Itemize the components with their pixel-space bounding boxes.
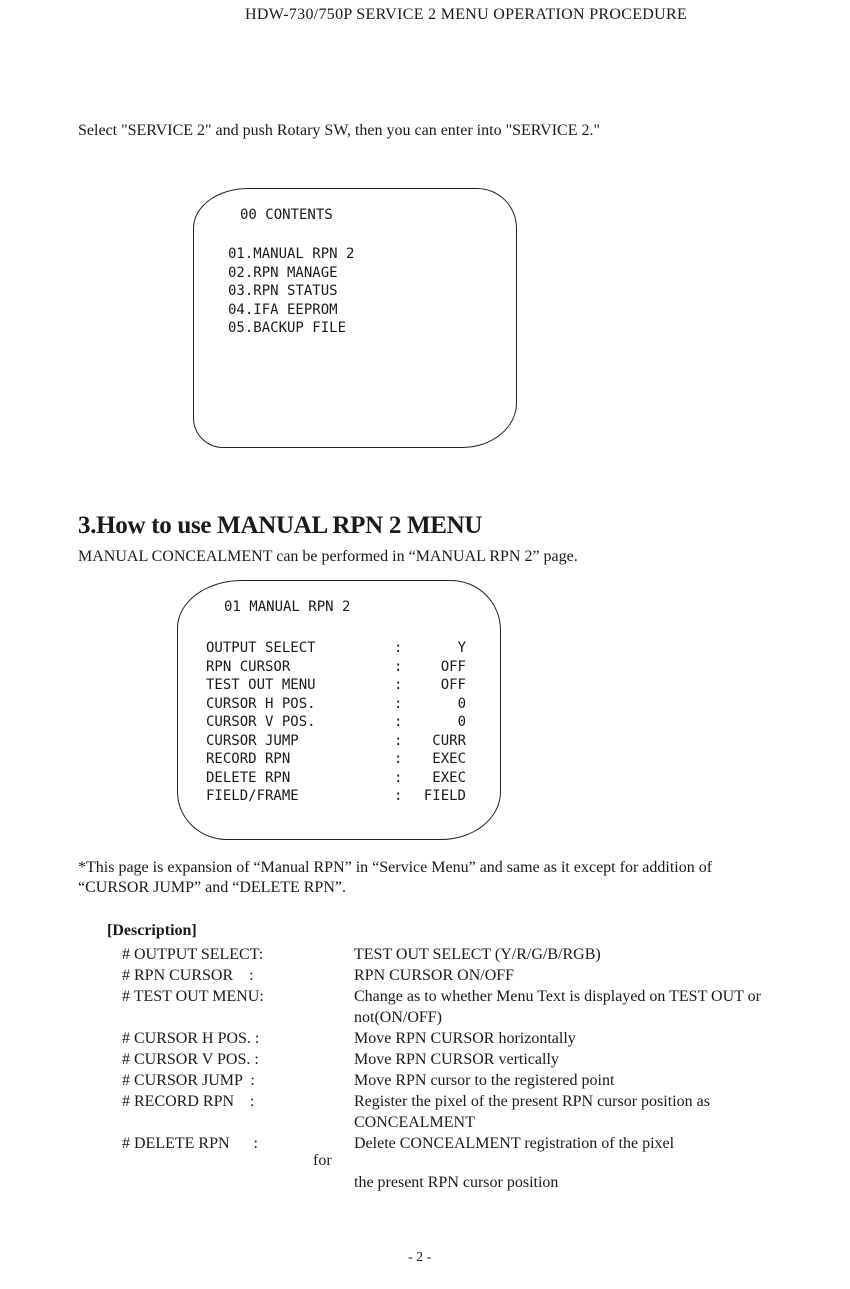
description-definition: Move RPN CURSOR horizontally	[354, 1030, 576, 1047]
menu-row-label: DELETE RPN	[206, 769, 291, 786]
description-definition: TEST OUT SELECT (Y/R/G/B/RGB)	[354, 946, 601, 963]
menu-row	[178, 750, 500, 769]
menu-row-value: OFF	[440, 658, 466, 675]
description-list	[122, 944, 782, 1154]
menu-row-value: 0	[457, 714, 466, 730]
description-definition: Register the pixel of the present RPN cursor position as CONCEALMENT	[354, 1093, 710, 1131]
menu-row-colon: :	[394, 677, 403, 693]
menu-row	[178, 732, 500, 751]
description-item	[122, 1049, 782, 1070]
description-item	[122, 944, 782, 965]
contents-menu-title: 00 CONTENTS	[240, 207, 333, 223]
manual-rpn-2-rows	[178, 639, 500, 806]
description-definition: Change as to whether Menu Text is displayed on TEST OUT or not(ON/OFF)	[354, 988, 761, 1026]
menu-row	[178, 787, 500, 806]
menu-item-rpn-status: 03.RPN STATUS	[228, 283, 338, 299]
description-item	[122, 965, 782, 986]
menu-row-colon: :	[394, 732, 403, 749]
menu-row	[178, 713, 500, 732]
menu-row-colon: :	[394, 788, 403, 804]
menu-row-label: CURSOR H POS.	[206, 695, 316, 712]
page-header: HDW-730/750P SERVICE 2 MENU OPERATION PROCEDURE	[245, 6, 688, 23]
menu-row-colon: :	[394, 714, 403, 730]
menu-item-backup-file: 05.BACKUP FILE	[228, 320, 347, 336]
manual-rpn-2-title: 01 MANUAL RPN 2	[224, 599, 351, 615]
section-subtitle: MANUAL CONCEALMENT can be performed in “MANUAL RPN 2” page.	[78, 548, 578, 565]
menu-row-value: OFF	[440, 677, 466, 693]
contents-menu-list	[228, 245, 354, 338]
description-item	[122, 986, 782, 1028]
menu-row	[178, 658, 500, 677]
description-item	[122, 1070, 782, 1091]
menu-row-colon: :	[394, 769, 403, 786]
description-definition: RPN CURSOR ON/OFF	[354, 967, 515, 984]
menu-row-label: FIELD/FRAME	[206, 788, 299, 804]
note-text: *This page is expansion of “Manual RPN” in “Service Menu” and same as it except for addition of “CURSOR JUMP” and “DELETE RPN”.	[78, 859, 713, 896]
menu-row-label: OUTPUT SELECT	[206, 640, 316, 656]
menu-row-label: TEST OUT MENU	[206, 677, 316, 693]
menu-row-colon: :	[394, 640, 403, 656]
intro-text: Select "SERVICE 2" and push Rotary SW, then you can enter into "SERVICE 2."	[78, 122, 601, 139]
description-term: # OUTPUT SELECT:	[122, 946, 264, 963]
menu-row-colon: :	[394, 695, 403, 712]
menu-row-value: EXEC	[432, 751, 466, 767]
description-term: # CURSOR H POS. :	[122, 1030, 260, 1047]
description-item	[122, 1028, 782, 1049]
description-term: # CURSOR V POS. :	[122, 1051, 259, 1068]
menu-row-label: CURSOR JUMP	[206, 732, 299, 749]
menu-row-value: CURR	[432, 732, 466, 749]
description-item	[122, 1091, 782, 1133]
section-title: 3.How to use MANUAL RPN 2 MENU	[78, 512, 483, 539]
description-term: # RECORD RPN :	[122, 1093, 255, 1110]
menu-row	[178, 639, 500, 658]
description-title: [Description]	[107, 922, 197, 939]
menu-item-rpn-manage: 02.RPN MANAGE	[228, 264, 338, 281]
menu-row-value: FIELD	[423, 788, 466, 804]
description-definition: Move RPN CURSOR vertically	[354, 1051, 559, 1068]
menu-row-value: EXEC	[432, 769, 466, 786]
menu-row-value: 0	[457, 695, 466, 712]
menu-row-label: RPN CURSOR	[206, 658, 291, 675]
menu-row-colon: :	[394, 751, 403, 767]
menu-row-label: CURSOR V POS.	[206, 714, 316, 730]
manual-rpn-2-screen	[177, 580, 501, 840]
page-number: - 2 -	[408, 1250, 432, 1265]
menu-item-ifa-eeprom: 04.IFA EEPROM	[228, 301, 338, 318]
description-term: # RPN CURSOR :	[122, 967, 254, 984]
menu-row	[178, 695, 500, 714]
description-definition: Move RPN cursor to the registered point	[354, 1072, 615, 1089]
menu-row-colon: :	[394, 658, 403, 675]
contents-menu-screen	[193, 188, 517, 448]
description-for-word: for	[313, 1152, 332, 1169]
description-last-line: the present RPN cursor position	[354, 1174, 559, 1191]
description-term: # DELETE RPN :	[122, 1135, 258, 1152]
description-term: # CURSOR JUMP :	[122, 1072, 255, 1089]
description-definition: Delete CONCEALMENT registration of the pixel	[354, 1135, 675, 1152]
menu-row-label: RECORD RPN	[206, 751, 291, 767]
description-item	[122, 1133, 782, 1154]
menu-item-manual-rpn-2: 01.MANUAL RPN 2	[228, 246, 355, 262]
menu-row	[178, 769, 500, 788]
menu-row	[178, 676, 500, 695]
description-term: # TEST OUT MENU:	[122, 988, 264, 1005]
menu-row-value: Y	[457, 640, 466, 656]
